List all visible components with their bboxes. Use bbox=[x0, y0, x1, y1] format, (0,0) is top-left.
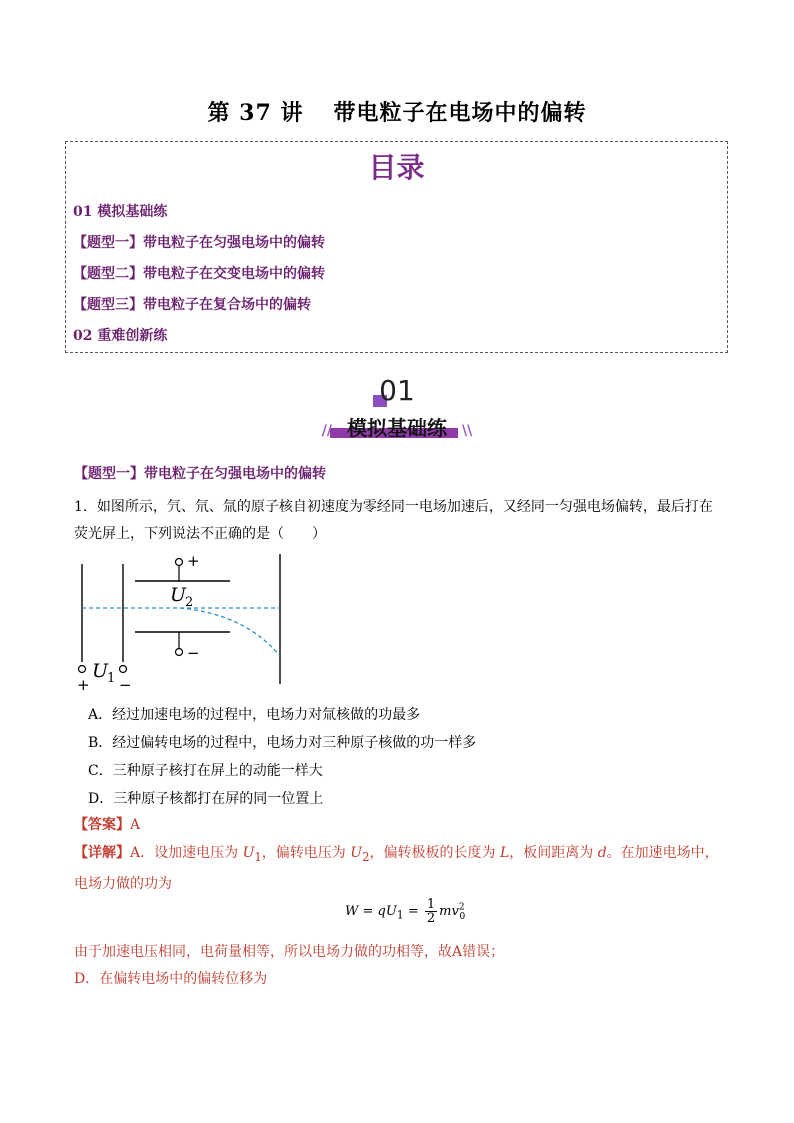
var-u: U bbox=[242, 845, 255, 861]
banner-right-deco: \\ bbox=[461, 423, 473, 439]
top-plus-sign: + bbox=[187, 552, 200, 570]
toc-item[interactable]: 【题型三】带电粒子在复合场中的偏转 bbox=[73, 297, 311, 313]
detail-text: ，偏转极板的长度为 bbox=[369, 845, 500, 861]
u1-plus-sign: + bbox=[77, 676, 90, 692]
var-d: d bbox=[597, 845, 607, 861]
toc-item[interactable]: 【题型一】带电粒子在匀强电场中的偏转 bbox=[73, 235, 325, 251]
formula-sub: 1 bbox=[396, 908, 404, 922]
formula-rhs: mv bbox=[439, 904, 459, 919]
answer-tag: 【答案】 bbox=[74, 817, 130, 833]
u1-minus-sign: − bbox=[119, 676, 132, 692]
toc-item[interactable]: 【题型二】带电粒子在交变电场中的偏转 bbox=[73, 266, 325, 282]
bottom-terminal bbox=[176, 649, 183, 656]
toc-item[interactable]: 02 重难创新练 bbox=[73, 328, 168, 344]
detail-paragraph bbox=[74, 840, 729, 898]
u1-subscript: 1 bbox=[107, 671, 116, 686]
section-banner bbox=[0, 412, 794, 441]
option-b[interactable]: B．经过偏转电场的过程中，电场力对三种原子核做的功一样多 bbox=[88, 735, 477, 751]
top-terminal bbox=[176, 559, 183, 566]
question-type-label: 【题型一】带电粒子在匀强电场中的偏转 bbox=[74, 466, 326, 482]
toc-heading: 目录 bbox=[368, 151, 425, 184]
option-d[interactable]: D．三种原子核都打在屏的同一位置上 bbox=[88, 791, 324, 807]
section-name: 模拟基础练 bbox=[347, 416, 447, 440]
formula-rhs-sub: 0 bbox=[459, 911, 466, 922]
u2-label: U bbox=[170, 584, 187, 606]
formula-sup: 2 bbox=[458, 902, 465, 913]
formula-lhs: W = qU bbox=[345, 904, 397, 919]
deflection-figure bbox=[70, 552, 290, 692]
fraction bbox=[425, 898, 437, 925]
lecture-number: 第 37 讲 bbox=[207, 100, 304, 126]
detail-text: ，板间距离为 bbox=[509, 845, 598, 861]
work-formula bbox=[345, 898, 465, 925]
table-of-contents bbox=[65, 141, 728, 353]
page-title bbox=[0, 96, 794, 127]
u2-subscript: 2 bbox=[185, 595, 194, 610]
var-sub: 1 bbox=[254, 849, 262, 864]
u1-terminal-right bbox=[120, 666, 127, 673]
option-a[interactable]: A．经过加速电场的过程中，电场力对氚核做的功最多 bbox=[88, 707, 421, 723]
option-c[interactable]: C．三种原子核打在屏上的动能一样大 bbox=[88, 763, 323, 779]
question-stem: 1．如图所示，氕、氘、氚的原子核自初速度为零经同一电场加速后，又经同一匀强电场偏转，最后打在荧光屏上，下列说法不正确的是（ ） bbox=[74, 499, 713, 542]
bottom-minus-sign: − bbox=[187, 644, 200, 662]
lecture-topic: 带电粒子在电场中的偏转 bbox=[333, 100, 587, 126]
var-u: U bbox=[350, 845, 363, 861]
fraction-denominator: 2 bbox=[426, 911, 436, 926]
var-l: L bbox=[499, 845, 510, 861]
detail-text: ，偏转电压为 bbox=[261, 845, 351, 861]
detail-tag: 【详解】 bbox=[74, 845, 130, 861]
u1-terminal-left bbox=[79, 666, 86, 673]
detail-text: 。在加速电场中，电场力做的功为 bbox=[74, 845, 719, 892]
section-number: 01 bbox=[379, 374, 415, 407]
detail-line-3: D．在偏转电场中的偏转位移为 bbox=[74, 971, 268, 987]
detail-text: A．设加速电压为 bbox=[130, 845, 243, 861]
banner-left-deco: // bbox=[321, 423, 333, 439]
formula-eq: = bbox=[403, 904, 423, 919]
var-sub: 2 bbox=[362, 849, 370, 864]
toc-item[interactable]: 01 模拟基础练 bbox=[73, 204, 168, 220]
u1-label: U bbox=[92, 660, 109, 682]
fraction-numerator: 1 bbox=[426, 897, 436, 912]
answer-value: A bbox=[130, 817, 141, 833]
detail-line-2: 由于加速电压相同，电荷量相等，所以电场力做的功相等，故A错误； bbox=[74, 944, 505, 960]
answer-line bbox=[74, 814, 140, 834]
